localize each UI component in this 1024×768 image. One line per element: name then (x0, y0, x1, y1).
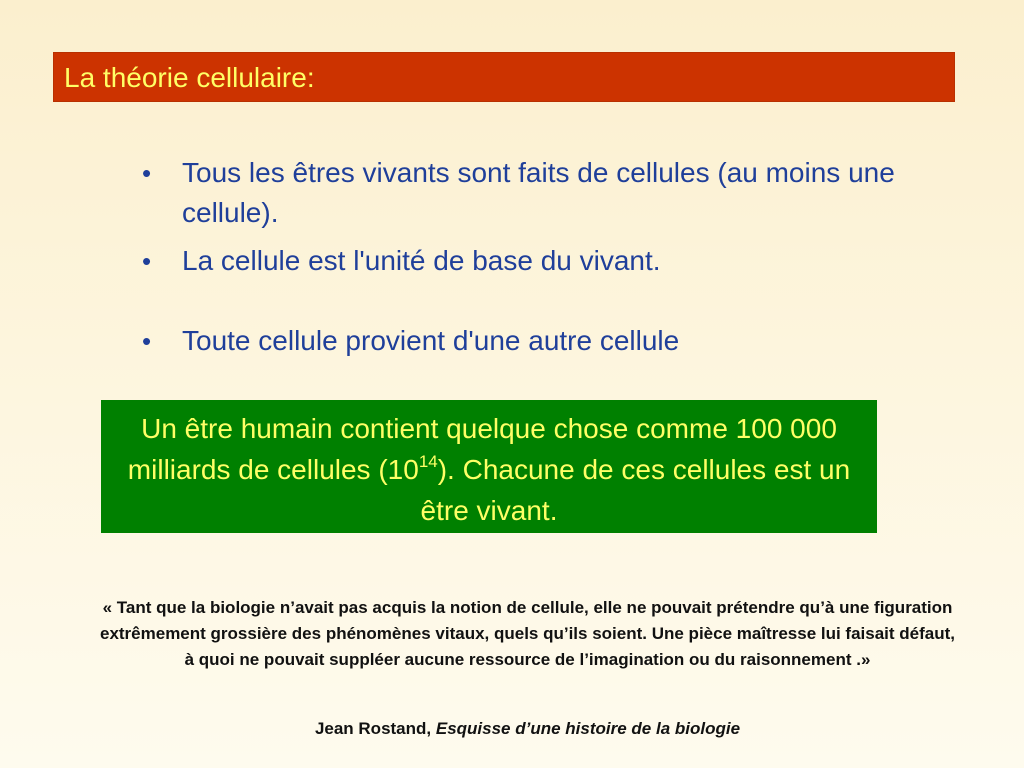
bullet-dot-icon: • (142, 246, 152, 276)
bullet-text: Tous les êtres vivants sont faits de cellules (au moins une cellule). (182, 157, 895, 228)
highlight-exponent: 14 (418, 452, 438, 472)
slide-title: La théorie cellulaire: (64, 62, 315, 93)
title-bar (53, 52, 955, 102)
highlight-text-end: ). Chacune de ces cellules est un être vivant. (420, 454, 851, 526)
bullet-item (140, 241, 900, 281)
bullet-dot-icon: • (142, 326, 152, 356)
bullet-text: La cellule est l'unité de base du vivant. (182, 245, 661, 276)
attribution-author: Jean Rostand, (314, 719, 436, 738)
quote-text: « Tant que la biologie n’avait pas acquis la notion de cellule, elle ne pouvait prétendre qu’à une figuration extrêmement grossière des phénomènes vitaux, quels qu’ils soient. Une pièce maîtresse lui faisait défaut, à quoi ne pouvait suppléer aucune ressource de l’imagination ou du raisonnement .» (99, 598, 955, 669)
bullet-list (140, 153, 900, 369)
quote-attribution (95, 717, 960, 741)
attribution-work: Esquisse d’une histoire de la biologie (435, 719, 741, 738)
bullet-item (140, 321, 900, 361)
highlight-box (101, 400, 877, 533)
bullet-text: Toute cellule provient d'une autre cellule (182, 325, 680, 356)
highlight-text-start: Un être humain contient quelque chose comme 100 000 milliards de cellules (10 (127, 413, 837, 485)
bullet-dot-icon: • (142, 158, 152, 188)
bullet-item (140, 153, 900, 233)
